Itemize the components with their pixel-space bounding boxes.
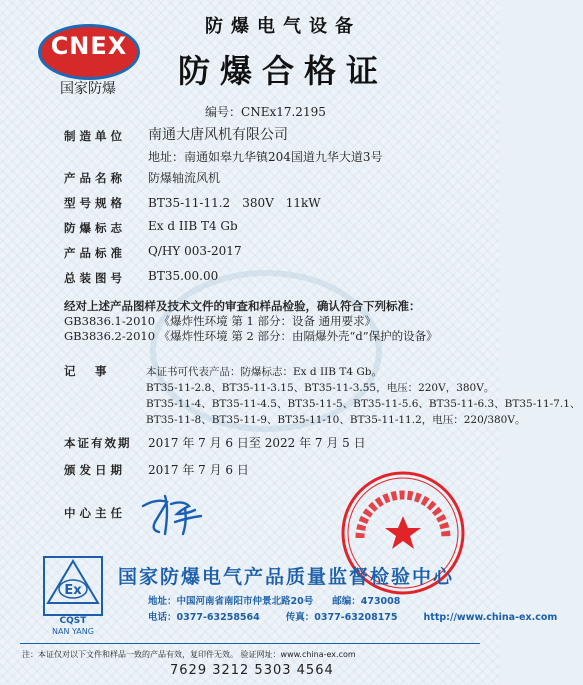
page-title: 防爆合格证	[178, 52, 389, 90]
authority-contacts	[148, 609, 583, 623]
note-line: BT35-11-4、BT35-11-4.5、BT35-11-5、BT35-11-5.6、BT35-11-6.3、BT35-11-7.1、	[146, 398, 581, 410]
serial-number: 7629 3212 5303 4564	[170, 663, 334, 678]
authority-name: 国家防爆电气产品质量监督检验中心	[118, 566, 455, 588]
cert-no-value: CNEx17.2195	[241, 105, 326, 119]
footnote: 注：本证仅对以下文件和样品一致的产品有效，复印件无效。 验证网址：www.china-ex.com	[22, 650, 356, 659]
exmark-value: Ex d IIB T4 Gb	[148, 219, 238, 233]
drawing-value: BT35.00.00	[148, 269, 219, 283]
valid-value: 2017 年 7 月 6 日至 2022 年 7 月 5 日	[148, 436, 366, 450]
divider	[20, 643, 480, 644]
director-label: 中心主任	[64, 506, 126, 520]
cert-no-label: 编号：	[205, 105, 242, 119]
authority-address: 地址：中国河南省南阳市仲景北路20号 邮编：473008	[148, 596, 401, 607]
notes-label: 记 事	[64, 364, 111, 378]
certificate-number	[205, 103, 326, 120]
ex-logo-text: Ex	[64, 583, 82, 598]
ex-logo-icon	[42, 555, 104, 617]
standard-line: GB3836.1-2010 《爆炸性环境 第 1 部分：设备 通用要求》	[64, 314, 377, 328]
website-link[interactable]: http://www.china-ex.com	[423, 612, 558, 623]
conformity-heading: 经对上述产品图样及技术文件的审查和样品检验，确认符合下列标准：	[64, 299, 421, 313]
cnex-logo	[38, 12, 138, 102]
issue-value: 2017 年 7 月 6 日	[148, 463, 249, 477]
fax-text: 传真：0377-63208175	[285, 612, 398, 623]
note-line: BT35-11-2.8、BT35-11-3.15、BT35-11-3.55，电压：220V，380V。	[146, 382, 495, 394]
product-value: 防爆轴流风机	[148, 171, 221, 185]
valid-label: 本证有效期	[64, 436, 132, 450]
note-line: BT35-11-8、BT35-11-9、BT35-11-10、BT35-11-11.2，电压：220/380V。	[146, 414, 526, 426]
exmark-label: 防爆标志	[64, 221, 126, 235]
ex-logo-sub2: NAN YANG	[52, 627, 94, 636]
manufacturer-value: 南通大唐风机有限公司	[148, 127, 288, 143]
standard-label: 产品标准	[64, 246, 126, 260]
drawing-label: 总装图号	[64, 271, 126, 285]
logo-text: CNEX	[50, 32, 128, 60]
logo-subtitle: 国家防爆	[60, 81, 116, 97]
model-value: BT35-11-11.2 380V 11kW	[148, 196, 321, 210]
note-line: 本证书可代表产品：防爆标志：Ex d IIB T4 Gb。	[146, 366, 382, 378]
standard-value: Q/HY 003-2017	[148, 244, 242, 258]
ex-logo-sub1: CQST	[59, 616, 87, 626]
model-label: 型号规格	[64, 196, 126, 210]
standard-line: GB3836.2-2010 《爆炸性环境 第 2 部分：由隔爆外壳“d”保护的设备》	[64, 329, 438, 343]
phone-text: 电话：0377-63258564	[148, 612, 260, 623]
title-top: 防爆电气设备	[205, 16, 361, 37]
manufacturer-label: 制造单位	[64, 129, 126, 143]
address-value: 地址：南通如皋九华镇204国道九华大道3号	[148, 150, 383, 164]
issue-label: 颁发日期	[64, 463, 126, 477]
signature-icon	[135, 488, 215, 538]
product-label: 产品名称	[64, 171, 126, 185]
